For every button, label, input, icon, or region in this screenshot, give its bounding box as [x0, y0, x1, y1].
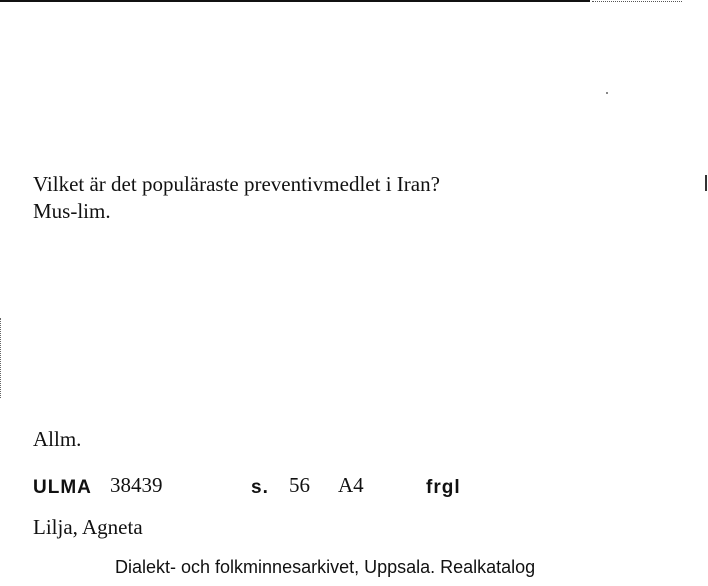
category-label: Allm. — [33, 427, 82, 451]
record-number: 38439 — [110, 473, 163, 497]
card-top-border — [0, 0, 590, 2]
joke-question: Vilket är det populäraste preventivmedlet i Iran? — [33, 172, 440, 196]
archive-footer: Dialekt- och folkminnesarkivet, Uppsala. Realkatalog — [115, 557, 536, 577]
scan-speck — [606, 92, 608, 94]
genre-code: frgl — [426, 477, 461, 498]
archive-code: ULMA — [33, 477, 92, 498]
card-top-border-dotted — [592, 1, 682, 3]
informant-name: Lilja, Agneta — [33, 515, 143, 539]
format-label: A4 — [338, 473, 364, 497]
joke-answer: Mus-lim. — [33, 199, 111, 223]
card-edge-mark-left — [0, 318, 2, 398]
card-edge-mark — [705, 175, 707, 191]
page-label: s. — [251, 477, 269, 498]
page-number: 56 — [289, 473, 310, 497]
